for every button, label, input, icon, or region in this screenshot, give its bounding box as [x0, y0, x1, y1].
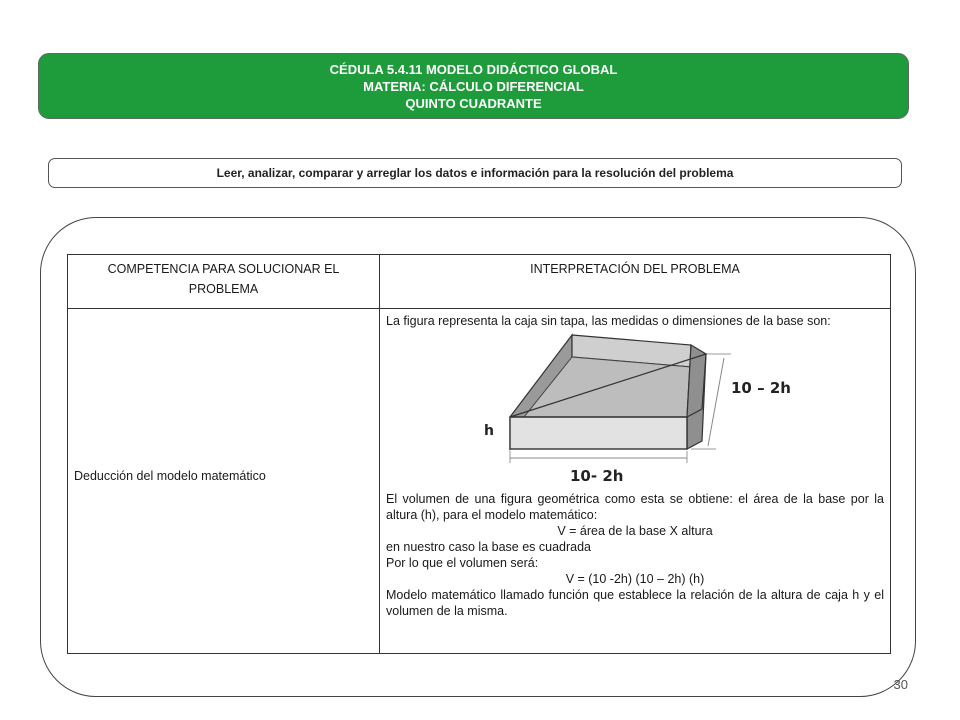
- label-base: 10- 2h: [570, 466, 624, 485]
- label-height: h: [484, 422, 494, 439]
- competencia-text: Deducción del modelo matemático: [74, 468, 266, 483]
- model-conclusion: Modelo matemático llamado función que establece la relación de la altura de caja h y el volumen de la misma.: [386, 587, 884, 618]
- open-box-diagram: [386, 331, 886, 491]
- intro-text: La figura representa la caja sin tapa, las medidas o dimensiones de la base son:: [386, 313, 831, 328]
- formula-volume: V = (10 -2h) (10 – 2h) (h): [565, 571, 705, 586]
- table-header-row: [68, 255, 891, 309]
- label-side: 10 – 2h: [731, 378, 791, 397]
- table-row: [68, 308, 891, 653]
- interpretacion-cell: [380, 308, 891, 653]
- header-quadrant: QUINTO CUADRANTE: [405, 95, 542, 111]
- volume-intro-text: Por lo que el volumen será:: [386, 555, 539, 570]
- competencia-cell: [68, 308, 380, 653]
- header-banner: [38, 53, 909, 119]
- problem-table: [67, 254, 891, 654]
- header-title: CÉDULA 5.4.11 MODELO DIDÁCTICO GLOBAL: [329, 61, 618, 77]
- base-square-text: en nuestro caso la base es cuadrada: [386, 539, 591, 554]
- page-number: 30: [893, 677, 908, 692]
- col-interpretacion-header: INTERPRETACIÓN DEL PROBLEMA: [380, 255, 891, 309]
- instruction-text: Leer, analizar, comparar y arreglar los datos e información para la resolución del problema: [216, 166, 734, 180]
- formula-general: V = área de la base X altura: [557, 523, 713, 538]
- volume-explanation: El volumen de una figura geométrica como esta se obtiene: el área de la base por la altura (h), para el modelo matemático:: [386, 491, 884, 522]
- box-figure: [386, 331, 884, 491]
- instruction-box: [48, 158, 902, 188]
- col-competencia-header: COMPETENCIA PARA SOLUCIONAR EL PROBLEMA: [68, 255, 380, 309]
- header-subject: MATERIA: CÁLCULO DIFERENCIAL: [363, 78, 584, 94]
